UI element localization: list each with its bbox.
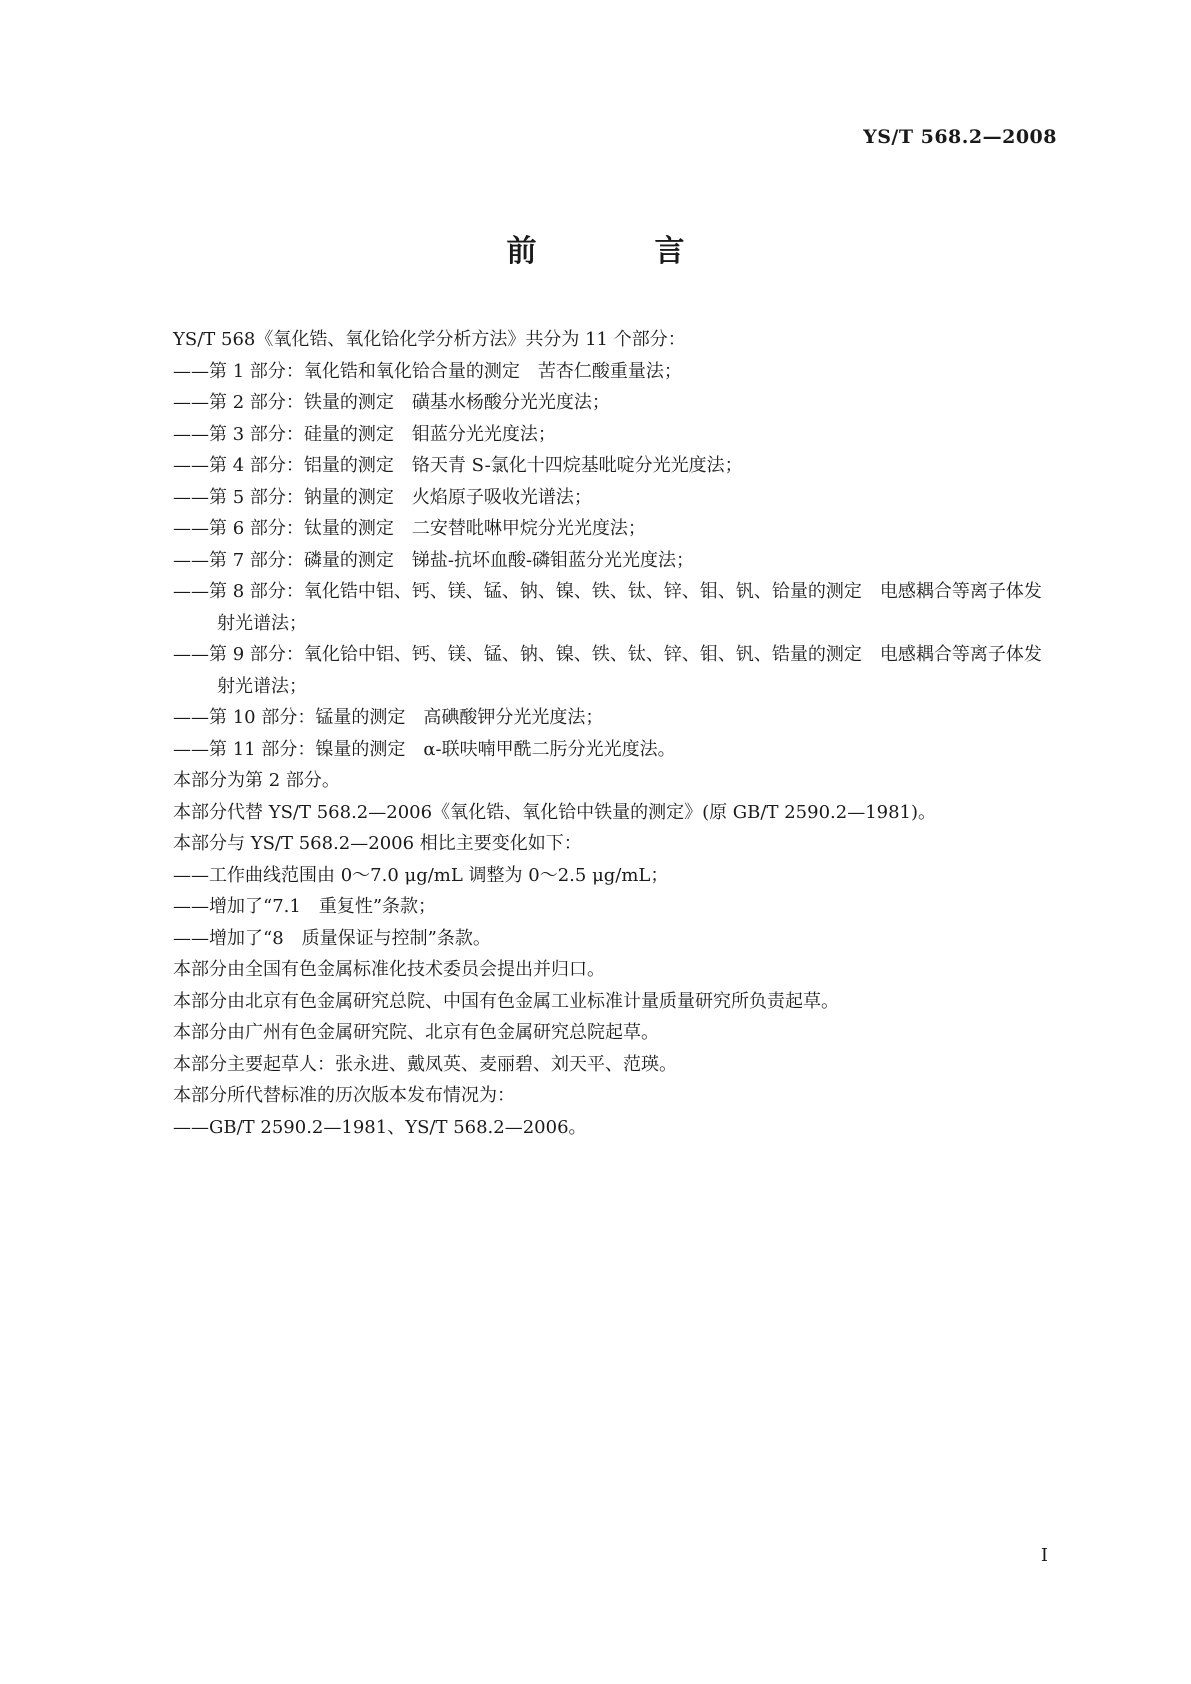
list-item: ——第 9 部分：氧化铪中铝、钙、镁、锰、钠、镍、铁、钛、锌、钼、钒、锆量的测定 电感耦合等离子体发射光谱法； — [173, 644, 1042, 697]
paragraph: 本部分为第 2 部分。 — [173, 770, 340, 791]
paragraph: 本部分代替 YS/T 568.2—2006《氧化锆、氧化铪中铁量的测定》(原 GB/T 2590.2—1981)。 — [173, 801, 937, 823]
list-item: ——GB/T 2590.2—1981、YS/T 568.2—2006。 — [173, 1116, 587, 1138]
list-item: ——第 7 部分：磷量的测定 锑盐-抗坏血酸-磷钼蓝分光光度法； — [173, 549, 695, 571]
list-item: ——工作曲线范围由 0～7.0 μg/mL 调整为 0～2.5 μg/mL； — [173, 864, 669, 886]
list-item: ——第 11 部分：镍量的测定 α-联呋喃甲酰二肟分光光度法。 — [173, 738, 676, 760]
list-item: ——第 1 部分：氧化锆和氧化铪合量的测定 苦杏仁酸重量法； — [173, 360, 682, 382]
list-item: ——第 6 部分：钛量的测定 二安替吡啉甲烷分光光度法； — [173, 518, 646, 539]
list-item: ——增加了“8 质量保证与控制”条款。 — [173, 927, 491, 949]
paragraph-intro: YS/T 568《氧化锆、氧化铪化学分析方法》共分为 11 个部分： — [173, 329, 686, 350]
paragraph: 本部分主要起草人：张永进、戴凤英、麦丽碧、刘天平、范瑛。 — [173, 1053, 677, 1075]
paragraph: 本部分由广州有色金属研究院、北京有色金属研究总院起草。 — [173, 1022, 659, 1043]
paragraph: 本部分由全国有色金属标准化技术委员会提出并归口。 — [173, 959, 605, 980]
list-item: ——第 10 部分：锰量的测定 高碘酸钾分光光度法； — [173, 707, 604, 728]
list-item: ——第 5 部分：钠量的测定 火焰原子吸收光谱法； — [173, 486, 592, 508]
page-title: 前 言 — [506, 234, 729, 269]
paragraph: 本部分所代替标准的历次版本发布情况为： — [173, 1085, 515, 1106]
foreword-body — [173, 324, 1058, 1143]
paragraph: 本部分由北京有色金属研究总院、中国有色金属工业标准计量质量研究所负责起草。 — [173, 990, 839, 1012]
page-number: I — [1040, 1545, 1048, 1566]
list-item: ——增加了“7.1 重复性”条款； — [173, 896, 437, 917]
paragraph: 本部分与 YS/T 568.2—2006 相比主要变化如下： — [173, 833, 582, 854]
list-item: ——第 8 部分：氧化锆中铝、钙、镁、锰、钠、镍、铁、钛、锌、钼、钒、铪量的测定 电感耦合等离子体发射光谱法； — [173, 581, 1042, 634]
list-item: ——第 4 部分：铝量的测定 铬天青 S-氯化十四烷基吡啶分光光度法； — [173, 455, 743, 476]
list-item: ——第 3 部分：硅量的测定 钼蓝分光光度法； — [173, 423, 556, 445]
list-item: ——第 2 部分：铁量的测定 磺基水杨酸分光光度法； — [173, 392, 610, 413]
standard-code: YS/T 568.2—2008 — [863, 126, 1057, 148]
